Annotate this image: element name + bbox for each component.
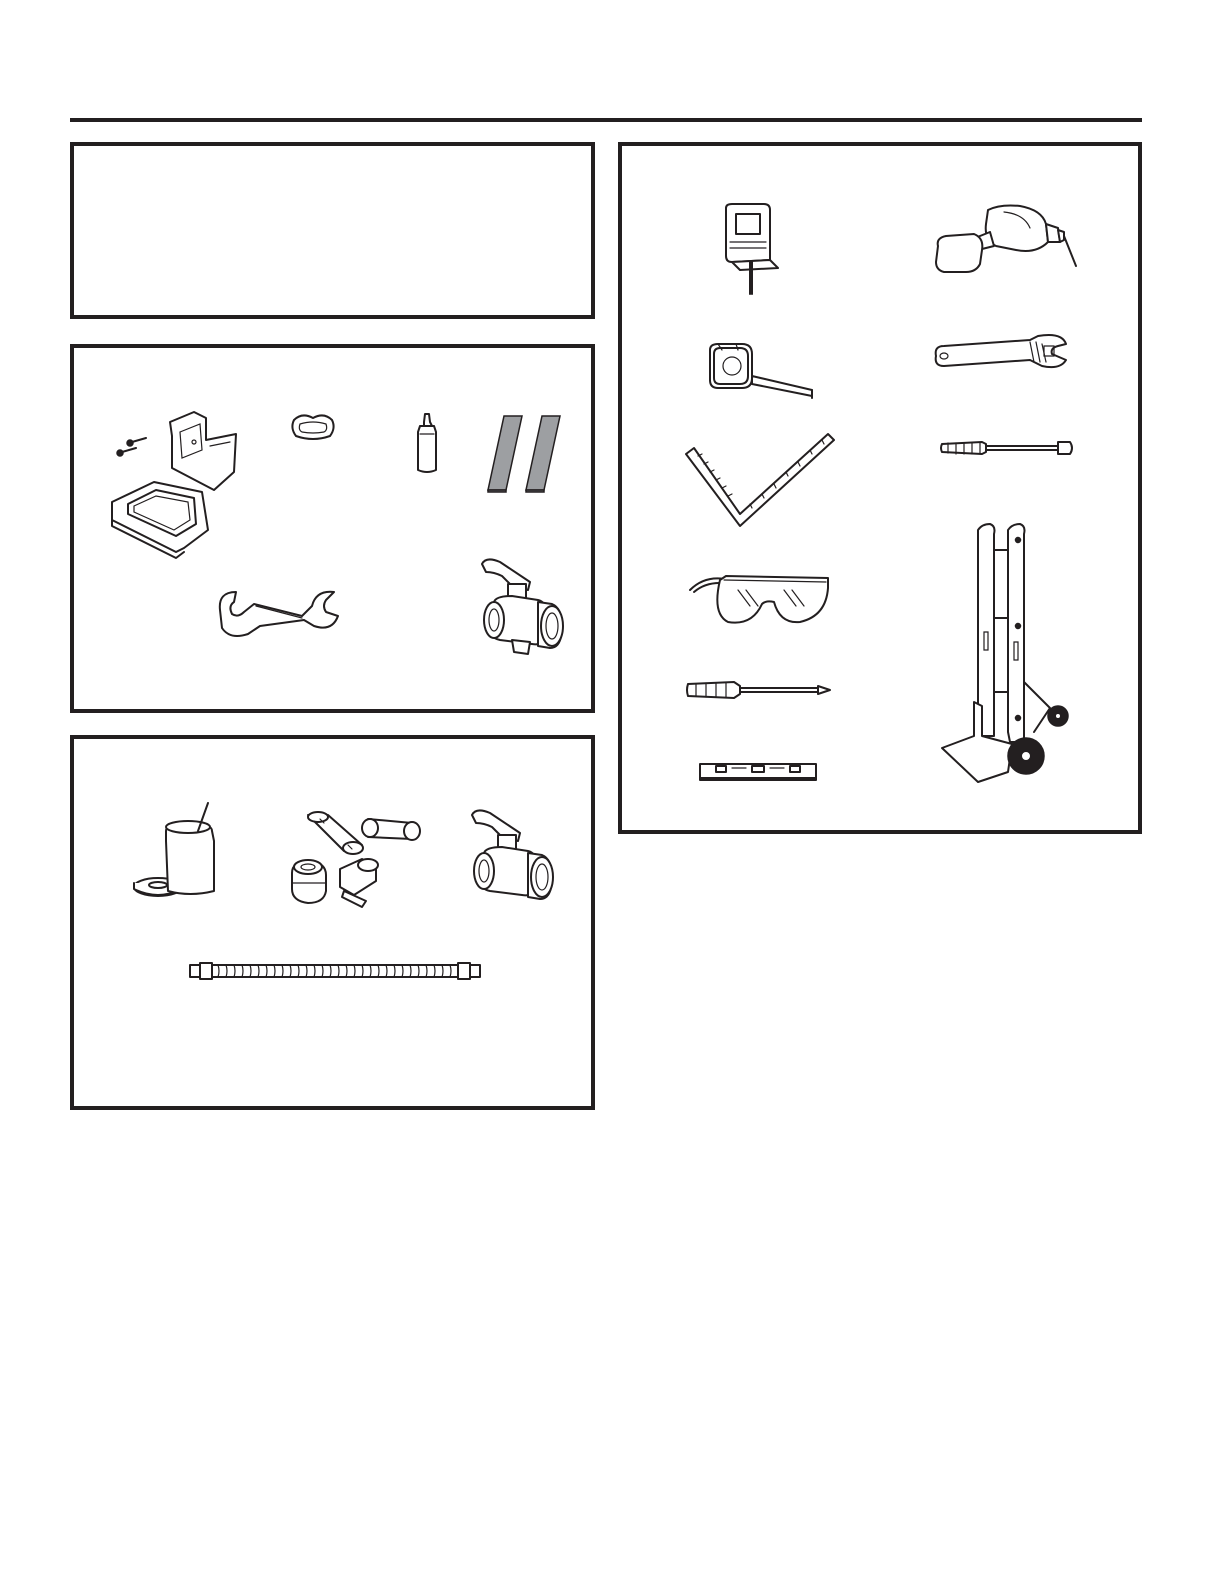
shutoff-valve-icon: [462, 807, 558, 907]
clip-icon: [288, 410, 338, 442]
header-rule: [70, 118, 1142, 122]
parts-included-panel: [70, 344, 595, 713]
carpenter-square-icon: [682, 434, 836, 530]
jigsaw-icon: [718, 202, 788, 296]
safety-glasses-icon: [686, 566, 832, 630]
nut-driver-icon: [938, 434, 1078, 462]
foam-strips-icon: [486, 414, 566, 494]
flexible-gas-connector-icon: [188, 959, 482, 983]
level-icon: [696, 760, 820, 784]
pipe-fittings-icon: [286, 811, 426, 907]
tools-needed-panel: [618, 142, 1142, 834]
intro-panel: [70, 142, 595, 319]
shutoff-valve-icon: [472, 556, 568, 664]
oil-bottle-icon: [412, 412, 442, 476]
cordless-drill-icon: [930, 202, 1080, 278]
phillips-screwdriver-icon: [684, 676, 834, 704]
open-end-wrench-icon: [214, 584, 344, 642]
adjustable-wrench-icon: [930, 332, 1080, 376]
tape-measure-icon: [702, 340, 822, 410]
bracket-kit-icon: [110, 410, 250, 560]
parts-needed-panel: [70, 735, 595, 1110]
hand-truck-icon: [938, 522, 1078, 786]
pipe-compound-and-tape-icon: [130, 801, 230, 901]
